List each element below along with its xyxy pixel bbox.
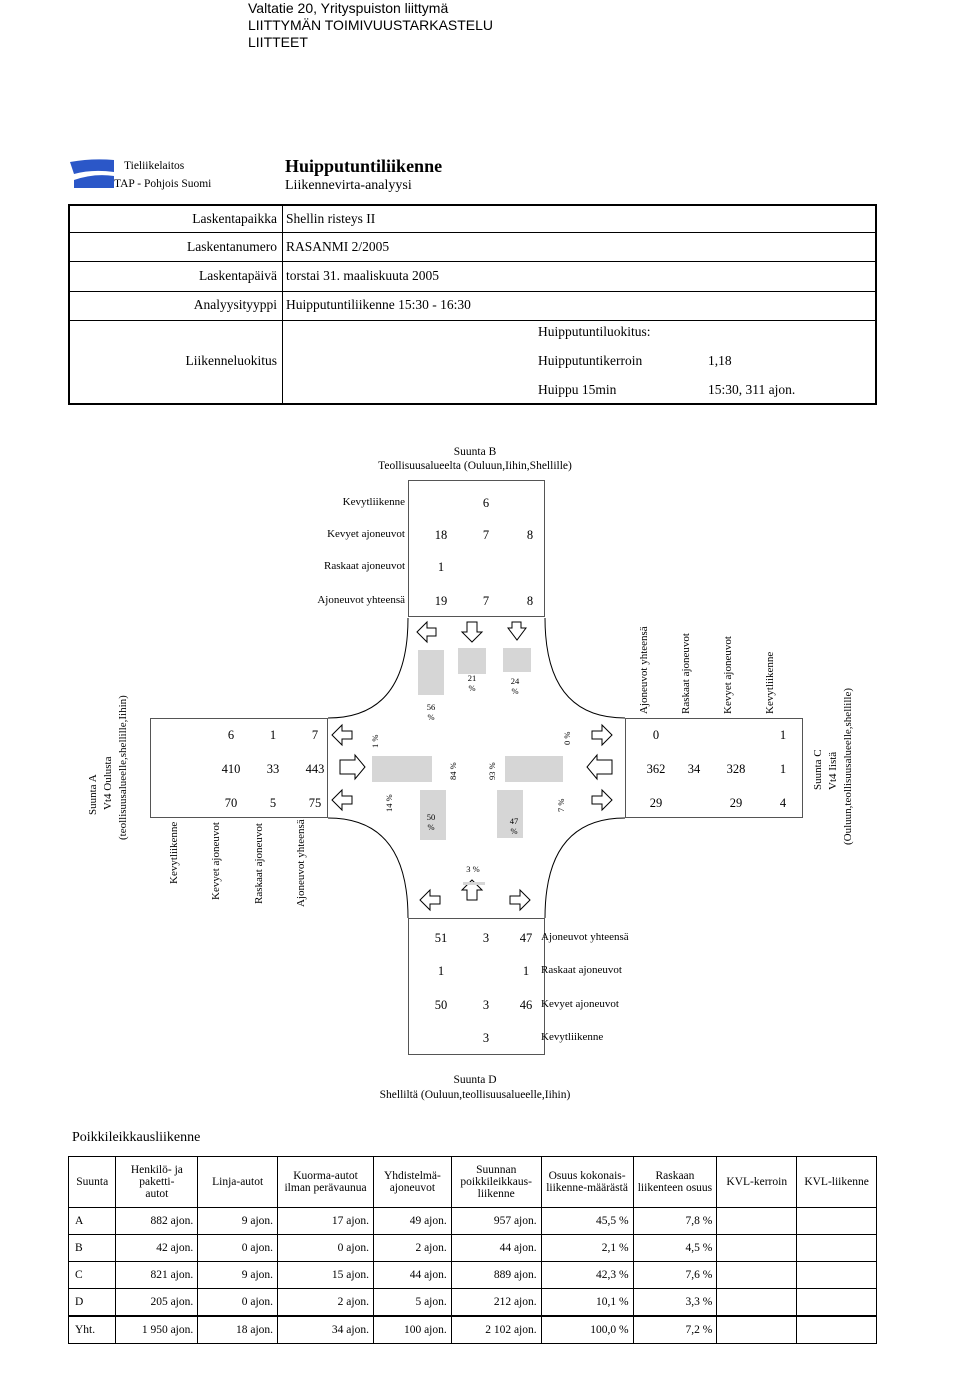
- table-cell: 0 ajon.: [278, 1235, 374, 1262]
- table-cell: 1 950 ajon.: [116, 1316, 198, 1344]
- info-value-type: Huipputuntiliikenne 15:30 - 16:30: [286, 297, 471, 312]
- table-cell: B: [69, 1235, 116, 1262]
- arrow-c-straight-icon: [587, 755, 612, 779]
- table-cell: 17 ajon.: [278, 1208, 374, 1235]
- table-cell: 100 ajon.: [373, 1316, 451, 1344]
- dir-a-cell: 443: [305, 762, 325, 776]
- dir-b-cell: 1: [437, 560, 445, 574]
- dir-a-label-kevyt: Kevytliikenne: [168, 821, 180, 884]
- dir-d-cell: 1: [522, 964, 530, 978]
- pct-a-right: 14 %: [384, 794, 394, 812]
- cross-header: Yhdistelmä- ajoneuvot: [373, 1157, 451, 1208]
- dir-c-cell: 4: [779, 796, 787, 810]
- cross-header: Suunta: [69, 1157, 116, 1208]
- table-cell: 42 ajon.: [116, 1235, 198, 1262]
- dir-c-name: Suunta C: [812, 749, 824, 790]
- table-cell: 2 ajon.: [373, 1235, 451, 1262]
- info-label-class: Liikenneluokitus: [185, 353, 277, 368]
- table-cell: [717, 1262, 797, 1289]
- dir-a-cell: 410: [221, 762, 241, 776]
- org-name: Tieliikelaitos: [124, 160, 185, 172]
- dir-d-cell: 3: [482, 931, 490, 945]
- dir-a-cell: 70: [224, 796, 238, 810]
- table-cell: 2,1 %: [541, 1235, 633, 1262]
- table-cell: 7,6 %: [633, 1262, 717, 1289]
- dir-c-cell: 362: [646, 762, 666, 776]
- table-cell: [797, 1289, 877, 1317]
- dir-a-label-raskaat: Raskaat ajoneuvot: [253, 823, 265, 904]
- cross-header: Kuorma-autot ilman perävaunua: [278, 1157, 374, 1208]
- dir-a-cell: 5: [269, 796, 277, 810]
- info-peak-label: Huippu 15min: [538, 382, 617, 397]
- table-row: [69, 1208, 877, 1235]
- bar-b-left: [503, 648, 531, 672]
- table-cell: 49 ajon.: [373, 1208, 451, 1235]
- table-cell: Yht.: [69, 1316, 116, 1344]
- table-cell: 44 ajon.: [451, 1235, 541, 1262]
- table-cell: [797, 1262, 877, 1289]
- info-label-place: Laskentapaikka: [192, 211, 277, 226]
- arrow-b-left-icon: [508, 622, 526, 640]
- bar-b-straight: [458, 648, 486, 674]
- table-cell: C: [69, 1262, 116, 1289]
- table-cell: 9 ajon.: [198, 1262, 278, 1289]
- dir-b-desc: Teollisuusalueelta (Ouluun,Iihin,Shellille): [378, 460, 572, 472]
- table-cell: 4,5 %: [633, 1235, 717, 1262]
- bar-a-straight: [372, 756, 432, 782]
- table-cell: [717, 1316, 797, 1344]
- pct-d-right: 47 %: [509, 816, 519, 836]
- dir-c-cell: 0: [652, 728, 660, 742]
- dir-c-cell: 29: [649, 796, 663, 810]
- table-cell: 10,1 %: [541, 1289, 633, 1317]
- dir-c-cell: 1: [779, 762, 787, 776]
- dir-b-label-raskaat: Raskaat ajoneuvot: [324, 560, 405, 572]
- info-value-place: Shellin risteys II: [286, 211, 376, 226]
- dir-c-label-kevyt: Kevytliikenne: [764, 651, 776, 714]
- dir-d-cell: 1: [437, 964, 445, 978]
- info-label-number: Laskentanumero: [187, 239, 277, 254]
- table-cell: 44 ajon.: [373, 1262, 451, 1289]
- cross-header: Henkilö- ja paketti- autot: [116, 1157, 198, 1208]
- pct-b-right: 56 %: [426, 702, 436, 722]
- pct-a-left: 1 %: [370, 734, 380, 748]
- table-cell: [717, 1235, 797, 1262]
- pct-d-left: 50 %: [426, 812, 436, 832]
- table-cell: 0 ajon.: [198, 1235, 278, 1262]
- dir-a-cell: 7: [311, 728, 319, 742]
- table-cell: 15 ajon.: [278, 1262, 374, 1289]
- bar-d-straight: [463, 882, 485, 885]
- table-cell: 100,0 %: [541, 1316, 633, 1344]
- table-cell: 2 102 ajon.: [451, 1316, 541, 1344]
- pct-b-straight: 21 %: [467, 673, 477, 693]
- dir-d-desc: Shelliltä (Ouluun,teollisuusalueelle,Iihin): [379, 1089, 571, 1101]
- table-cell: 889 ajon.: [451, 1262, 541, 1289]
- dir-b-name: Suunta B: [453, 446, 497, 458]
- dir-b-label-total: Ajoneuvot yhteensä: [317, 594, 405, 606]
- table-cell: 5 ajon.: [373, 1289, 451, 1317]
- table-row: [69, 1289, 877, 1317]
- table-cell: [717, 1289, 797, 1317]
- arrow-c-right-icon: [592, 725, 612, 745]
- cross-header: KVL-liikenne: [797, 1157, 877, 1208]
- dir-a-cell: 6: [227, 728, 235, 742]
- dir-b-cell: 8: [526, 594, 534, 608]
- dir-b-cell: 7: [482, 594, 490, 608]
- dir-c-cell: 328: [726, 762, 746, 776]
- info-label-type: Analyysityyppi: [193, 297, 277, 312]
- dir-d-cell: 3: [482, 998, 490, 1012]
- dir-d-cell: 3: [482, 1031, 490, 1045]
- dir-d-label-total: Ajoneuvot yhteensä: [541, 931, 629, 943]
- table-cell: 2 ajon.: [278, 1289, 374, 1317]
- info-factor-label: Huipputuntikerroin: [538, 353, 643, 368]
- dir-c-road: Vt4 Iistä: [827, 751, 839, 790]
- dir-d-label-kevyet: Kevyet ajoneuvot: [541, 998, 619, 1010]
- table-cell: 821 ajon.: [116, 1262, 198, 1289]
- report-subtitle: Liikennevirta-analyysi: [285, 178, 412, 193]
- dir-c-cell: 34: [687, 762, 701, 776]
- dir-d-cell: 51: [434, 931, 448, 945]
- cross-header: Raskaan liikenteen osuus: [633, 1157, 717, 1208]
- pct-b-left: 24 %: [510, 676, 520, 696]
- bar-b-right: [418, 650, 444, 695]
- table-cell: 45,5 %: [541, 1208, 633, 1235]
- table-cell: [797, 1316, 877, 1344]
- dir-b-cell: 6: [482, 496, 490, 510]
- table-cell: [717, 1208, 797, 1235]
- table-cell: 7,2 %: [633, 1316, 717, 1344]
- dir-c-cell: 1: [779, 728, 787, 742]
- pct-c-right: 0 %: [562, 731, 572, 745]
- table-cell: [797, 1235, 877, 1262]
- arrow-b-straight-icon: [462, 622, 482, 642]
- cross-header: Suunnan poikkileikkaus- liikenne: [451, 1157, 541, 1208]
- table-cell: 7,8 %: [633, 1208, 717, 1235]
- header-line-1: Valtatie 20, Yrityspuiston liittymä: [248, 0, 449, 16]
- info-class-heading: Huipputuntiluokitus:: [538, 324, 651, 339]
- dir-d-cell: 47: [519, 931, 533, 945]
- table-cell: 0 ajon.: [198, 1289, 278, 1317]
- cross-header: KVL-kerroin: [717, 1157, 797, 1208]
- arrow-b-right-icon: [417, 622, 436, 642]
- dir-c-label-raskaat: Raskaat ajoneuvot: [680, 633, 692, 714]
- cross-header-row: [69, 1157, 877, 1208]
- table-cell: 34 ajon.: [278, 1316, 374, 1344]
- cross-header: Linja-autot: [198, 1157, 278, 1208]
- cross-title: Poikkileikkausliikenne: [72, 1130, 201, 1145]
- info-factor-value: 1,18: [708, 353, 732, 368]
- table-cell: 957 ajon.: [451, 1208, 541, 1235]
- table-cell: 205 ajon.: [116, 1289, 198, 1317]
- info-label-date: Laskentapäivä: [199, 268, 277, 283]
- arrow-d-left-icon: [420, 890, 440, 910]
- table-row: [69, 1262, 877, 1289]
- dir-d-cell: 46: [519, 998, 533, 1012]
- table-row: [69, 1235, 877, 1262]
- pct-d-straight: 3 %: [466, 864, 480, 874]
- org-unit: TAP - Pohjois Suomi: [114, 178, 212, 190]
- info-peak-value: 15:30, 311 ajon.: [708, 382, 796, 397]
- dir-a-desc: (teollisuusalueelle,shellille,Iihin): [117, 695, 129, 840]
- dir-a-cell: 33: [266, 762, 280, 776]
- dir-c-cell: 29: [729, 796, 743, 810]
- dir-a-name: Suunta A: [87, 774, 99, 815]
- table-cell: 212 ajon.: [451, 1289, 541, 1317]
- dir-b-label-kevyet: Kevyet ajoneuvot: [327, 528, 405, 540]
- info-value-number: RASANMI 2/2005: [286, 239, 390, 254]
- pct-c-straight: 93 %: [487, 762, 497, 780]
- dir-b-cell: 8: [526, 528, 534, 542]
- dir-d-name: Suunta D: [453, 1074, 497, 1086]
- table-cell: [797, 1208, 877, 1235]
- dir-b-cell: 18: [434, 528, 448, 542]
- pct-a-straight: 84 %: [448, 762, 458, 780]
- dir-d-cell: 50: [434, 998, 448, 1012]
- dir-a-road: Vt4 Oulusta: [102, 756, 114, 810]
- dir-b-cell: 7: [482, 528, 490, 542]
- table-cell: 9 ajon.: [198, 1208, 278, 1235]
- arrow-c-left-icon: [592, 790, 612, 810]
- table-cell: A: [69, 1208, 116, 1235]
- dir-a-cell: 1: [269, 728, 277, 742]
- dir-a-label-kevyet: Kevyet ajoneuvot: [210, 822, 222, 900]
- arrow-a-straight-icon: [340, 755, 365, 779]
- cross-section-table: [68, 1156, 877, 1344]
- dir-a-cell: 75: [308, 796, 322, 810]
- header-line-2: LIITTYMÄN TOIMIVUUSTARKASTELU: [248, 17, 494, 33]
- table-cell: 18 ajon.: [198, 1316, 278, 1344]
- dir-c-desc: (Ouluun,teollisuusalueelle,shellille): [842, 687, 854, 845]
- pct-c-left: 7 %: [556, 798, 566, 812]
- dir-c-label-kevyet: Kevyet ajoneuvot: [722, 636, 734, 714]
- arrow-d-right-icon: [510, 890, 530, 910]
- table-cell: 882 ajon.: [116, 1208, 198, 1235]
- dir-a-label-total: Ajoneuvot yhteensä: [295, 819, 307, 907]
- cross-header: Osuus kokonais- liikenne-määrästä: [541, 1157, 633, 1208]
- arrow-a-right-icon: [332, 790, 352, 810]
- table-cell: 42,3 %: [541, 1262, 633, 1289]
- dir-b-label-kevyt: Kevytliikenne: [342, 496, 405, 508]
- bar-c-straight: [505, 756, 563, 782]
- info-value-date: torstai 31. maaliskuuta 2005: [286, 268, 439, 283]
- arrow-a-left-icon: [332, 725, 352, 745]
- header-line-3: LIITTEET: [248, 34, 308, 50]
- table-row-total: [69, 1316, 877, 1344]
- dir-d-label-kevyt: Kevytliikenne: [541, 1031, 604, 1043]
- dir-d-label-raskaat: Raskaat ajoneuvot: [541, 964, 622, 976]
- table-cell: 3,3 %: [633, 1289, 717, 1317]
- dir-c-label-total: Ajoneuvot yhteensä: [638, 626, 650, 714]
- table-cell: D: [69, 1289, 116, 1317]
- report-title: Huipputuntiliikenne: [285, 156, 443, 176]
- dir-b-cell: 19: [434, 594, 448, 608]
